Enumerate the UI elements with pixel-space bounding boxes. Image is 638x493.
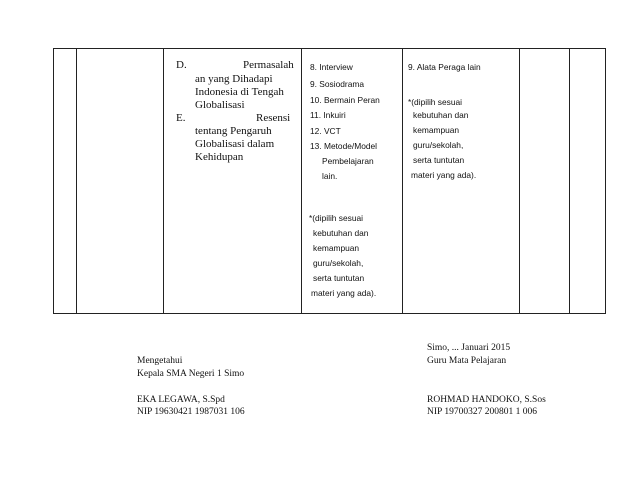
materi-d-line: Indonesia di Tengah xyxy=(195,86,284,98)
media-note-line: guru/sekolah, xyxy=(413,140,464,150)
materi-e-letter: E. xyxy=(176,112,186,124)
metode-note-line: *(dipilih sesuai xyxy=(309,213,363,223)
metode-item: 13. Metode/Model xyxy=(310,141,378,151)
materi-d-title: Permasalah xyxy=(243,59,294,71)
metode-note-line: materi yang ada). xyxy=(311,288,377,298)
signature-principal-nip: NIP 19630421 1987031 106 xyxy=(137,407,245,417)
materi-e-line: Kehidupan xyxy=(195,151,244,163)
media-item: 9. Alata Peraga lain xyxy=(408,62,481,72)
metode-item: 11. Inkuiri xyxy=(310,110,346,120)
metode-item: 8. Interview xyxy=(310,62,353,72)
table-col-border xyxy=(605,48,606,314)
media-note-line: kemampuan xyxy=(413,125,460,135)
signature-teacher-title: Guru Mata Pelajaran xyxy=(427,356,507,366)
materi-d-letter: D. xyxy=(176,59,187,71)
media-note-line: serta tuntutan xyxy=(413,155,465,165)
table-col-border xyxy=(53,48,54,314)
signature-principal-name: EKA LEGAWA, S.Spd xyxy=(137,395,225,405)
materi-e-line: tentang Pengaruh xyxy=(195,125,272,137)
table-col-border xyxy=(301,48,302,314)
metode-sub-item: Pembelajaran xyxy=(322,156,374,166)
materi-d-line: Globalisasi xyxy=(195,99,245,111)
materi-e-title: Resensi xyxy=(256,112,291,124)
signature-place-date: Simo, ... Januari 2015 xyxy=(427,343,511,353)
media-note-line: *(dipilih sesuai xyxy=(408,97,462,107)
signature-approval-label: Mengetahui xyxy=(137,356,183,366)
metode-note-line: kemampuan xyxy=(313,243,360,253)
metode-item: 10. Bermain Peran xyxy=(310,95,380,105)
table-col-border xyxy=(569,48,570,314)
signature-teacher-nip: NIP 19700327 200801 1 006 xyxy=(427,407,537,417)
table-top-border xyxy=(53,48,606,49)
table-col-border xyxy=(519,48,520,314)
signature-teacher-name: ROHMAD HANDOKO, S.Sos xyxy=(427,395,546,405)
table-col-border xyxy=(402,48,403,314)
signature-principal-title: Kepala SMA Negeri 1 Simo xyxy=(137,369,245,379)
table-bottom-border xyxy=(53,313,606,314)
media-note-line: materi yang ada). xyxy=(411,170,477,180)
metode-note-line: serta tuntutan xyxy=(313,273,365,283)
table-col-border xyxy=(163,48,164,314)
materi-d-line: an yang Dihadapi xyxy=(195,73,273,85)
metode-note-line: kebutuhan dan xyxy=(313,228,369,238)
metode-note-line: guru/sekolah, xyxy=(313,258,364,268)
metode-item: 9. Sosiodrama xyxy=(310,79,364,89)
table-col-border xyxy=(76,48,77,314)
metode-item: 12. VCT xyxy=(310,126,341,136)
materi-e-line: Globalisasi dalam xyxy=(195,138,275,150)
media-note-line: kebutuhan dan xyxy=(413,110,469,120)
metode-sub-item: lain. xyxy=(322,171,338,181)
